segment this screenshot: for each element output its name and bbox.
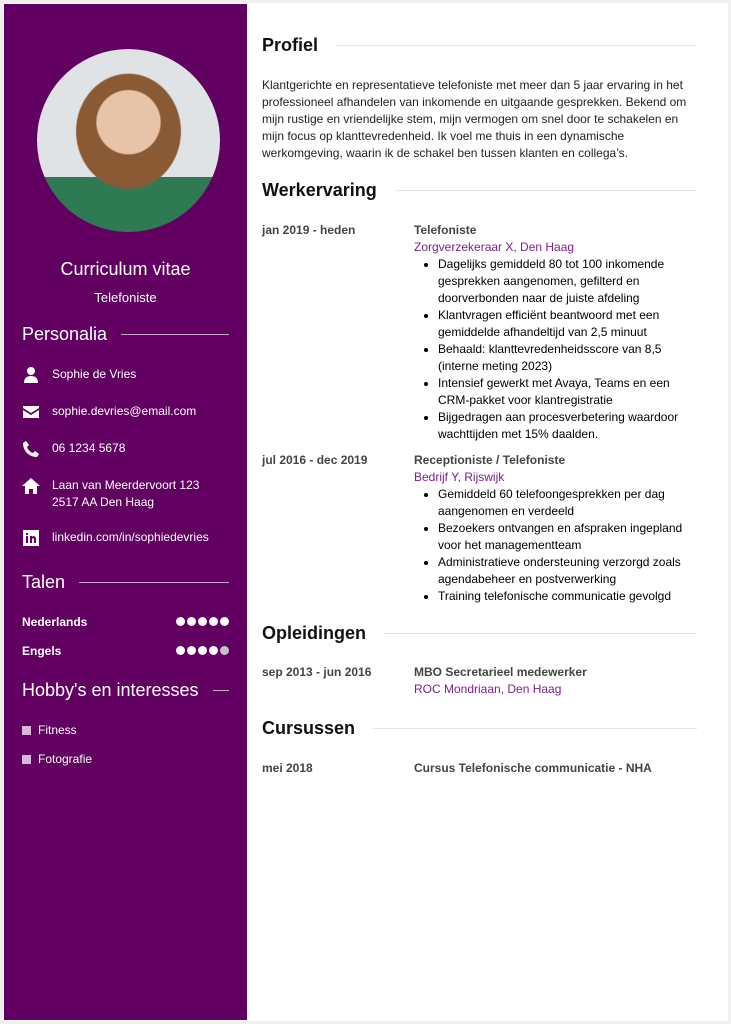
bullet-list — [438, 486, 697, 605]
personal-linkedin[interactable] — [22, 529, 209, 547]
bullet: • Intensief gewerkt met Avaya, Teams en een CRM-pakket voor klantregistratie — [438, 375, 697, 409]
entry-date: sep 2013 - jun 2016 — [262, 665, 372, 679]
phone-text: 06 1234 5678 — [52, 441, 126, 455]
course-entry — [262, 760, 697, 777]
home-icon — [22, 477, 40, 495]
bullet: • Klantvragen efficiënt beantwoord met een gemiddelde afhandeltijd van 2,5 minuut — [438, 307, 697, 341]
cv-title: Curriculum vitae — [60, 259, 191, 279]
heading-text: Profiel — [262, 35, 319, 55]
heading-text: Cursussen — [262, 718, 356, 738]
email-text: sophie.devries@email.com — [52, 404, 197, 418]
address-line2: 2517 AA Den Haag — [52, 495, 155, 509]
square-bullet-icon — [22, 726, 31, 735]
linkedin-text: linkedin.com/in/sophiedevries — [52, 530, 209, 544]
bullet: • Bezoekers ontvangen en afspraken ingepland voor het managementteam — [438, 520, 697, 554]
entry-role: Cursus Telefonische communicatie - NHA — [414, 761, 652, 775]
user-icon — [22, 366, 40, 384]
square-bullet-icon — [22, 755, 31, 764]
divider — [213, 690, 229, 691]
bullet-list — [438, 256, 697, 443]
hobby-text: Fotografie — [38, 752, 93, 766]
language-name: Engels — [22, 644, 62, 658]
hobby-text: Fitness — [38, 723, 77, 737]
divider — [79, 582, 229, 583]
name-text: Sophie de Vries — [52, 367, 137, 381]
hobbies-heading — [22, 680, 229, 701]
heading-text: Werkervaring — [262, 180, 377, 200]
phone-icon — [22, 440, 40, 458]
envelope-icon — [22, 403, 40, 421]
personalia-heading — [22, 324, 229, 345]
heading-text: Personalia — [22, 324, 108, 344]
bullet: • Training telefonische communicatie gevolgd — [438, 588, 697, 605]
language-name: Nederlands — [22, 615, 88, 629]
hobby-item — [22, 752, 92, 766]
personal-email[interactable] — [22, 403, 196, 421]
divider — [395, 190, 697, 191]
entry-role: Receptioniste / Telefoniste — [414, 453, 566, 467]
education-entry — [262, 664, 697, 698]
language-item — [22, 644, 229, 658]
profile-photo — [37, 49, 220, 232]
divider — [121, 334, 229, 335]
personal-phone — [22, 440, 125, 458]
language-rating — [174, 615, 229, 629]
heading-text: Hobby's en interesses — [22, 680, 199, 700]
personal-address — [22, 477, 199, 511]
heading-text: Opleidingen — [262, 623, 367, 643]
bullet: • Gemiddeld 60 telefoongesprekken per dag aangenomen en verdeeld — [438, 486, 697, 520]
languages-heading — [22, 572, 229, 593]
heading-text: Talen — [22, 572, 66, 592]
entry-date: mei 2018 — [262, 761, 313, 775]
divider — [336, 45, 697, 46]
address-text — [52, 477, 199, 511]
hobby-item — [22, 723, 77, 737]
personal-name — [22, 366, 136, 384]
linkedin-icon — [22, 529, 40, 547]
courses-heading — [262, 718, 697, 739]
bullet: • Bijgedragen aan procesverbetering waardoor wachttijden met 15% daalden. — [438, 409, 697, 443]
cv-subtitle: Telefoniste — [94, 290, 157, 305]
entry-role: Telefoniste — [414, 223, 477, 237]
divider — [373, 728, 697, 729]
profile-text: Klantgerichte en representatieve telefoniste met meer dan 5 jaar ervaring in het professioneel afhandelen van inkomende en uitgaande gesprekken. Bekend om mijn rustige en vriendelijke stem, mijn vermogen om snel door te schakelen en mijn focus op klanttevredenheid. Ik voel me thuis in een dynamische werkomgeving, waarin ik de schakel ben tussen klanten en collega’s. — [262, 78, 687, 160]
entry-role: MBO Secretarieel medewerker — [414, 665, 587, 679]
sidebar — [4, 4, 247, 1020]
divider — [384, 633, 697, 634]
entry-date: jul 2016 - dec 2019 — [262, 453, 368, 467]
experience-entry — [262, 222, 697, 443]
experience-heading — [262, 180, 697, 201]
bullet: • Dagelijks gemiddeld 80 tot 100 inkomende gesprekken aangenomen, gefilterd en doorverbonden naar de juiste afdeling — [438, 256, 697, 307]
bullet: • Administratieve ondersteuning verzorgd zoals agendabeheer en postverwerking — [438, 554, 697, 588]
profile-heading — [262, 35, 697, 56]
address-line1: Laan van Meerdervoort 123 — [52, 478, 200, 492]
entry-date: jan 2019 - heden — [262, 223, 356, 237]
entry-org: Bedrijf Y, Rijswijk — [414, 470, 505, 484]
entry-org: Zorgverzekeraar X, Den Haag — [414, 240, 575, 254]
education-heading — [262, 623, 697, 644]
experience-entry — [262, 452, 697, 605]
bullet: • Behaald: klanttevredenheidsscore van 8,5 (interne meting 2023) — [438, 341, 697, 375]
language-rating — [174, 644, 229, 658]
entry-org: ROC Mondriaan, Den Haag — [414, 682, 562, 696]
language-item — [22, 615, 229, 629]
